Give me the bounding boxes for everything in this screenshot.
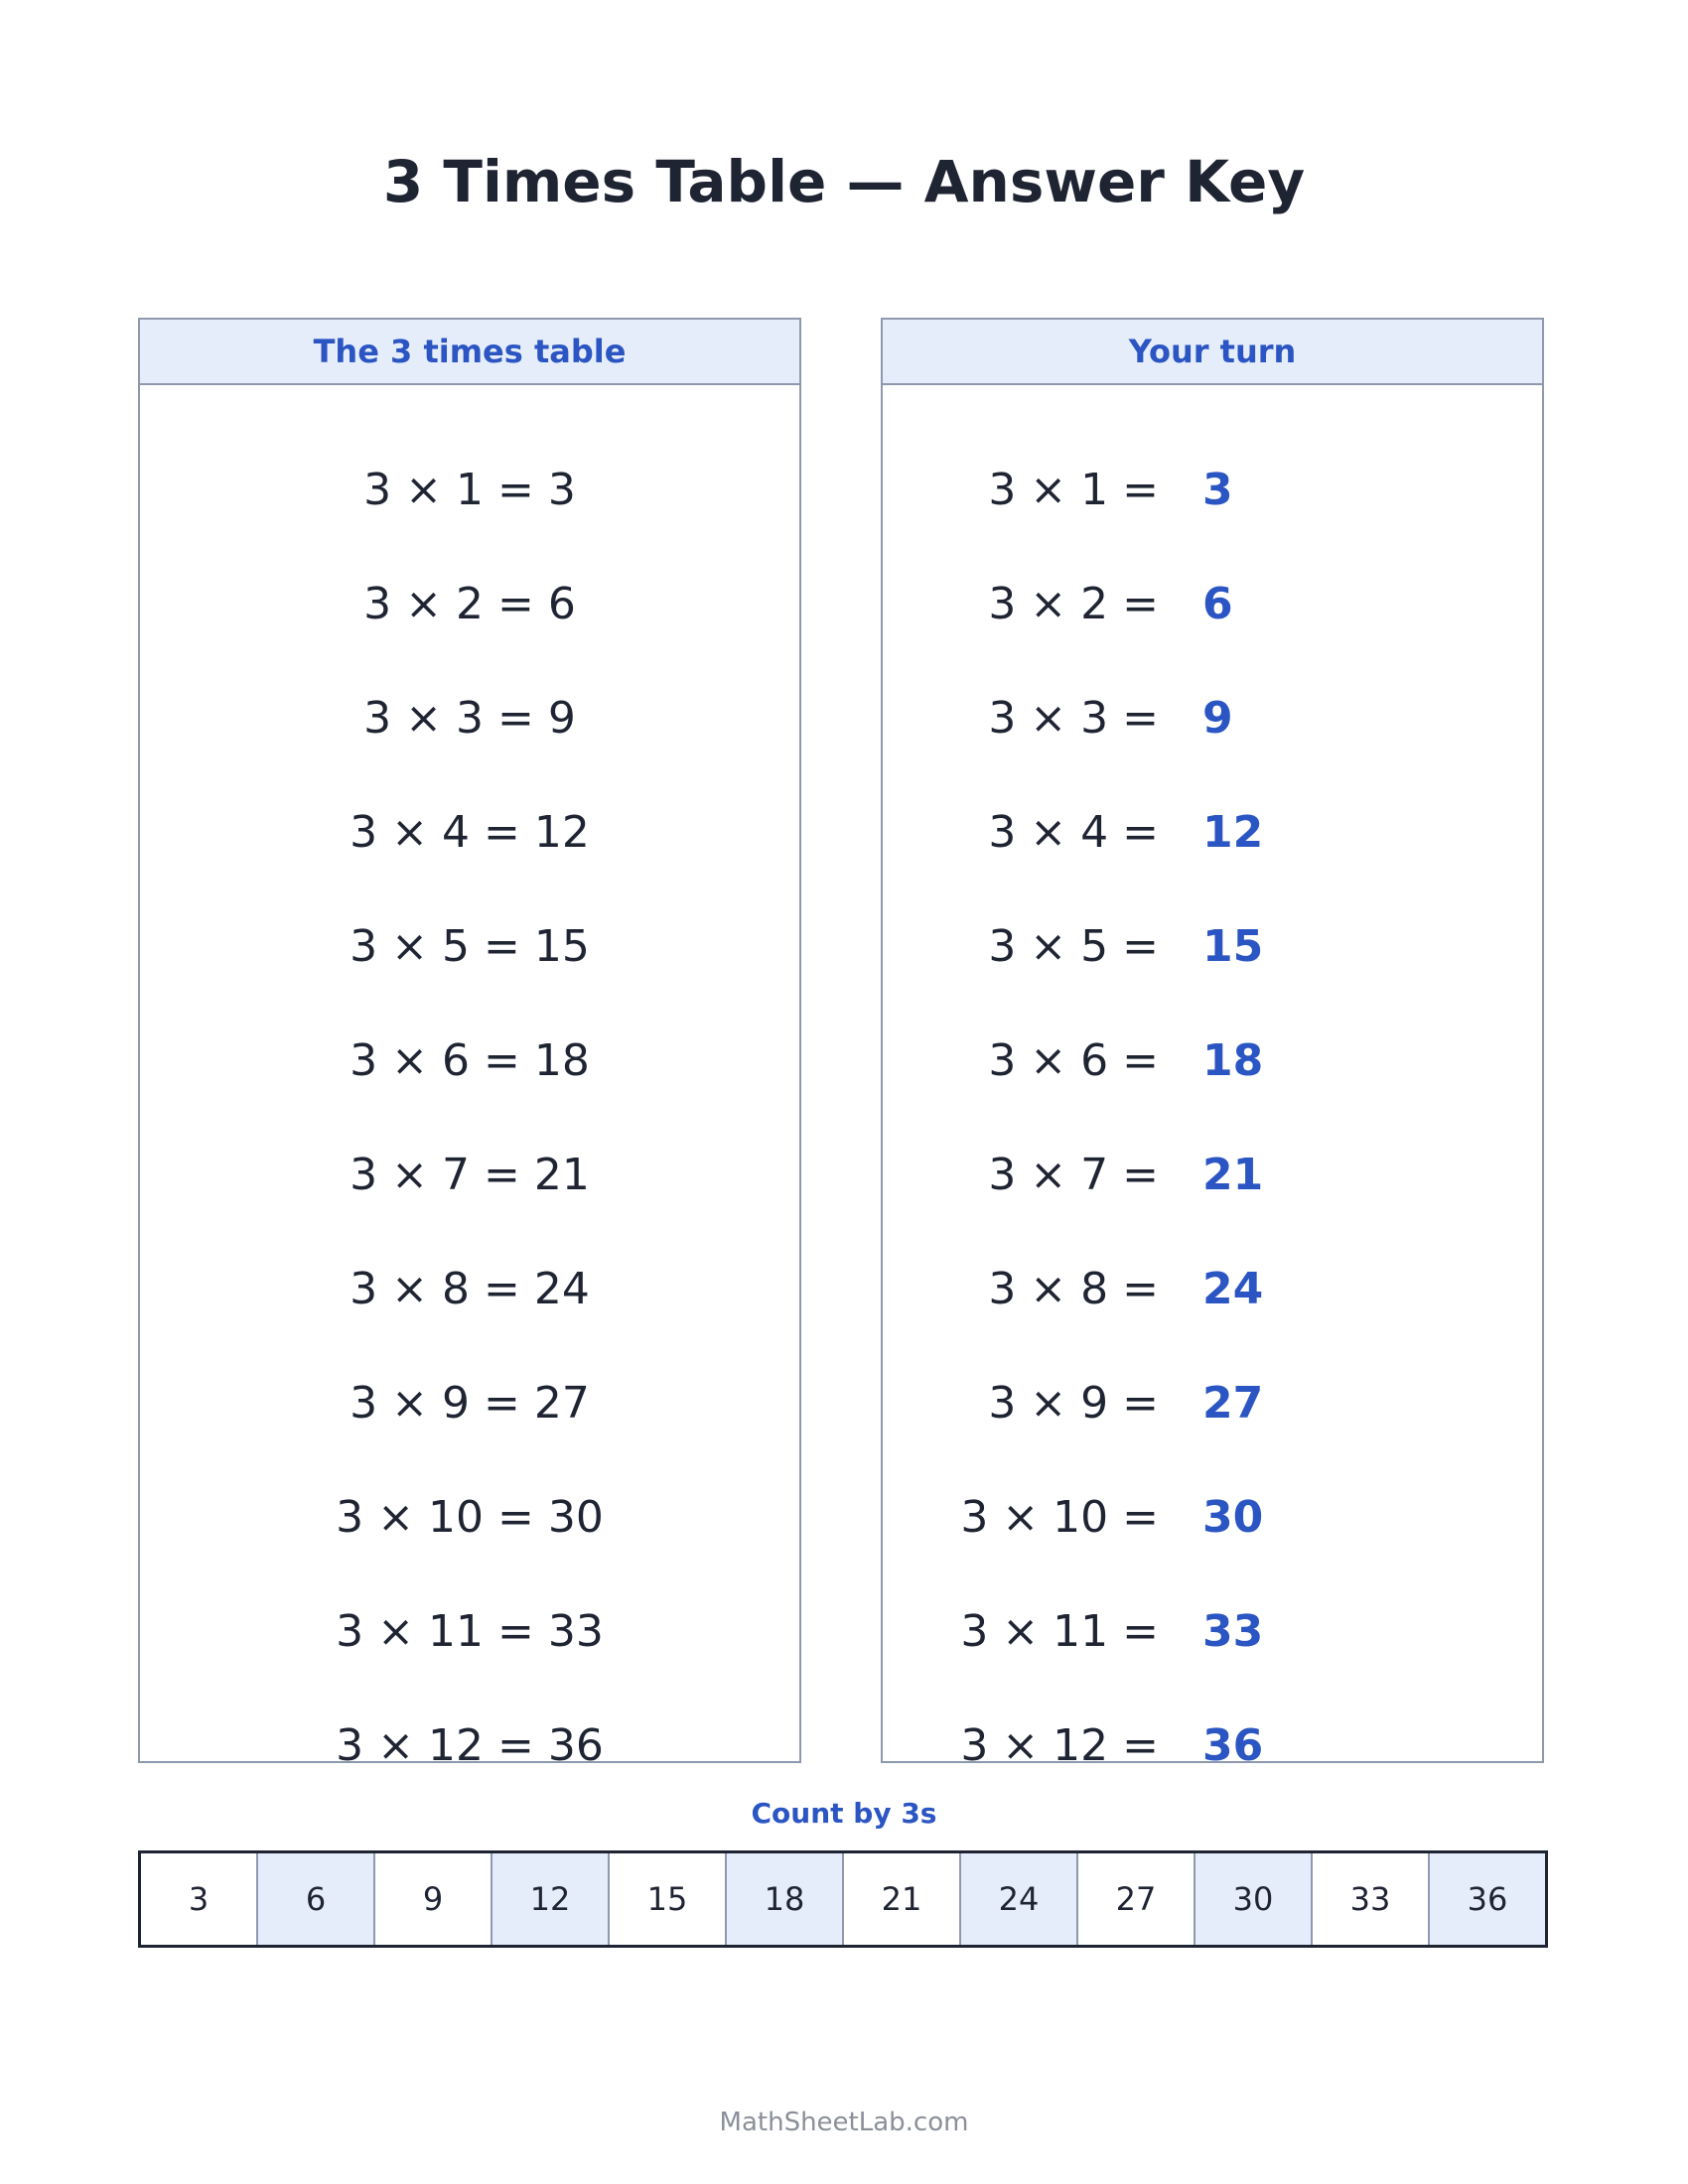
times-table-row: 3 × 4 = 12	[350, 807, 590, 858]
times-table-row: 3 × 6 = 18	[350, 1035, 590, 1086]
count-cell: 30	[1196, 1853, 1313, 1945]
practice-problem: 3 × 6 =	[988, 1035, 1159, 1086]
count-cell: 24	[961, 1853, 1078, 1945]
practice-problem: 3 × 4 =	[988, 807, 1159, 858]
site-footer: MathSheetLab.com	[719, 2108, 969, 2137]
count-cell: 33	[1313, 1853, 1430, 1945]
practice-answer: 18	[1202, 1035, 1264, 1086]
count-cell: 21	[844, 1853, 961, 1945]
times-table-header: The 3 times table	[140, 320, 799, 385]
practice-row	[883, 1118, 1542, 1232]
practice-problem: 3 × 8 =	[988, 1264, 1159, 1314]
practice-problem: 3 × 11 =	[960, 1606, 1159, 1657]
practice-answer: 3	[1202, 465, 1233, 515]
practice-row	[883, 1574, 1542, 1689]
count-cell: 15	[610, 1853, 727, 1945]
practice-row	[883, 661, 1542, 775]
count-cell: 36	[1430, 1853, 1545, 1945]
practice-row	[883, 1689, 1542, 1803]
practice-row	[883, 547, 1542, 661]
count-cell: 27	[1078, 1853, 1196, 1945]
practice-answer: 21	[1202, 1150, 1264, 1200]
times-table-row: 3 × 12 = 36	[336, 1720, 604, 1771]
practice-problem: 3 × 12 =	[960, 1720, 1159, 1771]
times-table-row: 3 × 2 = 6	[363, 579, 576, 629]
times-table-row: 3 × 10 = 30	[336, 1492, 604, 1543]
times-table-row: 3 × 5 = 15	[350, 921, 590, 972]
count-by-label: Count by 3s	[751, 1797, 937, 1830]
times-table-rows	[140, 385, 799, 1803]
times-table-row: 3 × 9 = 27	[350, 1378, 590, 1429]
your-turn-header: Your turn	[883, 320, 1542, 385]
practice-problem: 3 × 7 =	[988, 1150, 1159, 1200]
practice-problem: 3 × 5 =	[988, 921, 1159, 972]
page-title: 3 Times Table — Answer Key	[382, 148, 1306, 215]
times-table-row: 3 × 7 = 21	[350, 1150, 590, 1200]
practice-problem: 3 × 3 =	[988, 693, 1159, 744]
practice-answer: 36	[1202, 1720, 1264, 1771]
practice-row	[883, 1346, 1542, 1460]
practice-answer: 12	[1202, 807, 1264, 858]
practice-answer: 6	[1202, 579, 1233, 629]
times-table-panel	[138, 318, 801, 1771]
count-cell: 9	[375, 1853, 492, 1945]
times-table-row: 3 × 1 = 3	[363, 465, 576, 515]
practice-row	[883, 775, 1542, 889]
your-turn-rows	[883, 385, 1542, 1803]
practice-problem: 3 × 10 =	[960, 1492, 1159, 1543]
practice-row	[883, 433, 1542, 547]
count-cell: 6	[258, 1853, 375, 1945]
times-table-row: 3 × 3 = 9	[363, 693, 576, 744]
practice-answer: 30	[1202, 1492, 1264, 1543]
count-cell: 12	[492, 1853, 610, 1945]
practice-row	[883, 889, 1542, 1004]
your-turn-panel	[881, 318, 1544, 1771]
practice-problem: 3 × 1 =	[988, 465, 1159, 515]
times-table-row: 3 × 8 = 24	[350, 1264, 590, 1314]
count-by-strip	[138, 1850, 1548, 1948]
practice-row	[883, 1004, 1542, 1118]
practice-problem: 3 × 9 =	[988, 1378, 1159, 1429]
count-cell: 3	[141, 1853, 258, 1945]
practice-problem: 3 × 2 =	[988, 579, 1159, 629]
practice-row	[883, 1232, 1542, 1346]
practice-row	[883, 1460, 1542, 1574]
times-table-row: 3 × 11 = 33	[336, 1606, 604, 1657]
count-cell: 18	[727, 1853, 844, 1945]
practice-answer: 24	[1202, 1264, 1264, 1314]
practice-answer: 15	[1202, 921, 1264, 972]
practice-answer: 33	[1202, 1606, 1264, 1657]
practice-answer: 9	[1202, 693, 1233, 744]
practice-answer: 27	[1202, 1378, 1264, 1429]
